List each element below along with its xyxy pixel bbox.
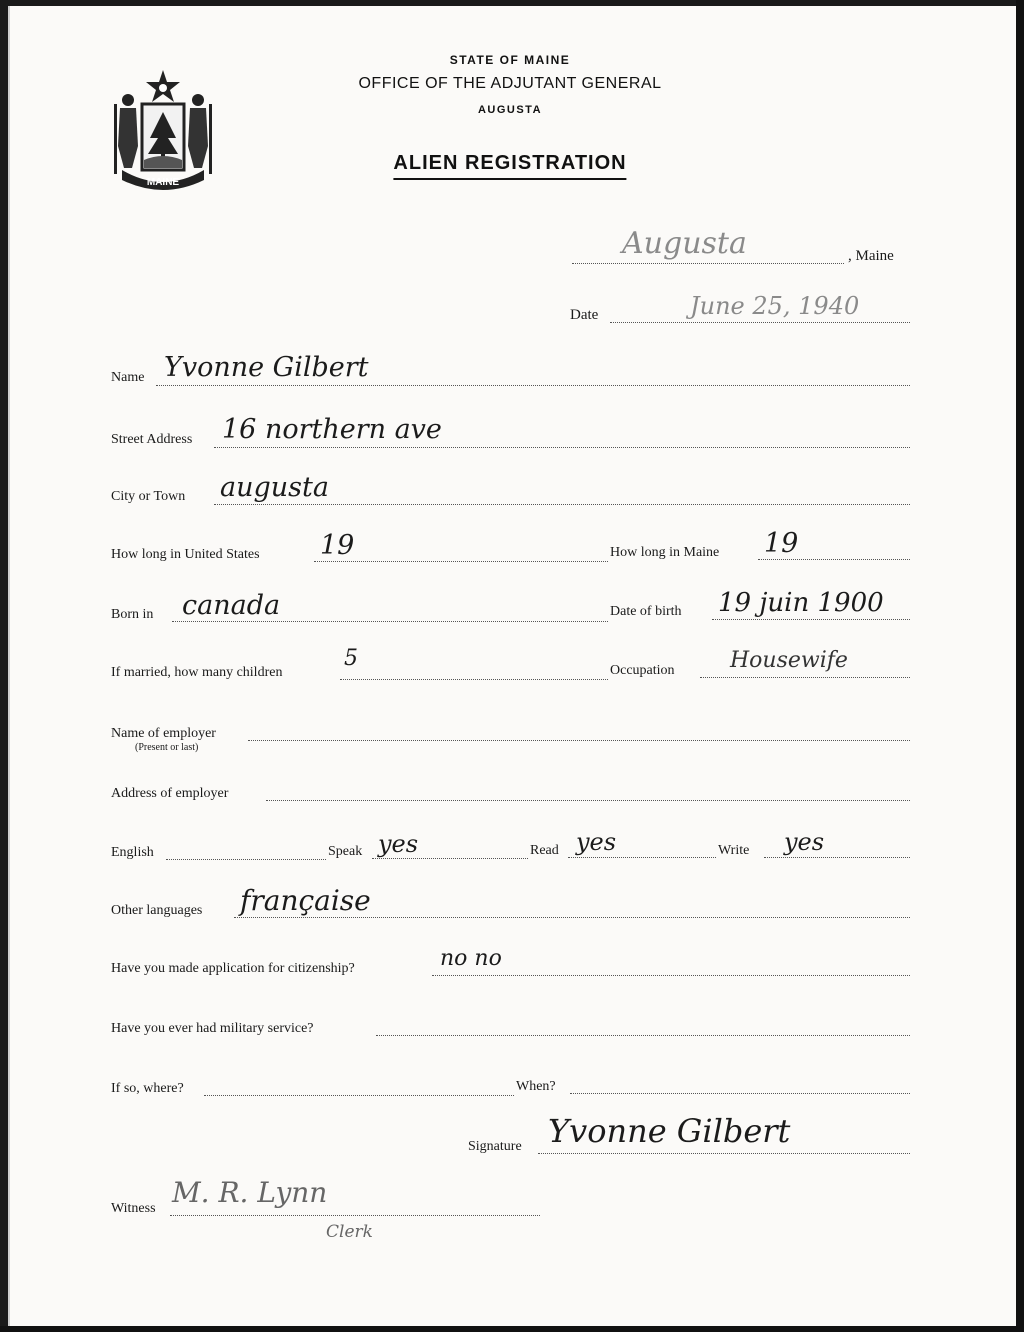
dob-label: Date of birth	[610, 604, 682, 619]
english-line	[166, 859, 326, 860]
speak-label: Speak	[328, 844, 363, 859]
speak-line	[372, 858, 528, 859]
employer-address-line	[266, 800, 910, 801]
street-line	[214, 447, 910, 448]
read-label: Read	[530, 843, 559, 858]
english-label: English	[111, 845, 154, 860]
write-line	[764, 857, 910, 858]
employer-address-label: Address of employer	[111, 786, 229, 801]
signature-label: Signature	[468, 1139, 522, 1154]
employer-line	[248, 740, 910, 741]
name-line	[156, 385, 910, 386]
write-label: Write	[718, 843, 750, 858]
city-value: augusta	[220, 472, 329, 503]
years-maine-label: How long in Maine	[610, 545, 720, 560]
other-languages-value: française	[240, 884, 371, 917]
witness-label: Witness	[111, 1201, 156, 1216]
place-suffix: , Maine	[848, 248, 894, 264]
occupation-label: Occupation	[610, 663, 675, 678]
citizenship-line	[432, 975, 910, 976]
read-value: yes	[576, 828, 617, 856]
write-value: yes	[784, 828, 825, 856]
dob-value: 19 juin 1900	[718, 588, 884, 618]
years-us-line	[314, 561, 608, 562]
svg-text:MAINE: MAINE	[146, 177, 180, 188]
other-languages-label: Other languages	[111, 903, 203, 918]
children-value: 5	[344, 646, 358, 671]
name-value: Yvonne Gilbert	[164, 352, 369, 383]
name-label: Name	[111, 370, 145, 385]
employer-label: Name of employer	[111, 726, 216, 741]
born-in-label: Born in	[111, 607, 154, 622]
place-line	[572, 263, 844, 264]
scan-edge-bottom	[0, 1326, 1024, 1332]
children-line	[340, 679, 608, 680]
street-label: Street Address	[111, 432, 193, 447]
years-maine-line	[758, 559, 910, 560]
scan-edge-right	[1016, 0, 1024, 1332]
citizenship-label: Have you made application for citizenship?	[111, 961, 355, 976]
speak-value: yes	[378, 830, 419, 858]
read-line	[568, 857, 716, 858]
born-in-value: canada	[182, 590, 281, 621]
signature-value: Yvonne Gilbert	[548, 1112, 791, 1150]
occupation-line	[700, 677, 910, 678]
citizenship-value: no no	[440, 946, 502, 971]
witness-line	[170, 1215, 540, 1216]
maine-state-seal	[112, 68, 214, 194]
military-label: Have you ever had military service?	[111, 1021, 314, 1036]
city-line	[214, 504, 910, 505]
where-label: If so, where?	[111, 1081, 184, 1096]
born-in-line	[172, 621, 608, 622]
employer-sublabel: (Present or last)	[135, 742, 199, 753]
date-label: Date	[570, 307, 599, 323]
children-label: If married, how many children	[111, 665, 283, 680]
dob-line	[712, 619, 910, 620]
witness-value: M. R. Lynn	[172, 1176, 328, 1209]
witness-title: Clerk	[326, 1222, 373, 1242]
city-label: City or Town	[111, 489, 186, 504]
place-value: Augusta	[622, 226, 747, 261]
header-city: AUGUSTA	[477, 104, 543, 116]
other-languages-line	[234, 917, 910, 918]
header-office: OFFICE OF THE ADJUTANT GENERAL	[358, 75, 662, 92]
when-label: When?	[516, 1079, 556, 1094]
occupation-value: Housewife	[730, 648, 848, 673]
street-value: 16 northern ave	[222, 414, 442, 445]
where-line	[204, 1095, 514, 1096]
date-value: June 25, 1940	[690, 292, 860, 320]
years-maine-value: 19	[764, 528, 799, 559]
years-us-value: 19	[320, 530, 355, 561]
date-line	[610, 322, 910, 323]
signature-line	[538, 1153, 910, 1154]
form-title: ALIEN REGISTRATION	[393, 152, 626, 180]
when-line	[570, 1093, 910, 1094]
header-state: STATE OF MAINE	[449, 53, 571, 67]
years-us-label: How long in United States	[111, 547, 260, 562]
military-line	[376, 1035, 910, 1036]
